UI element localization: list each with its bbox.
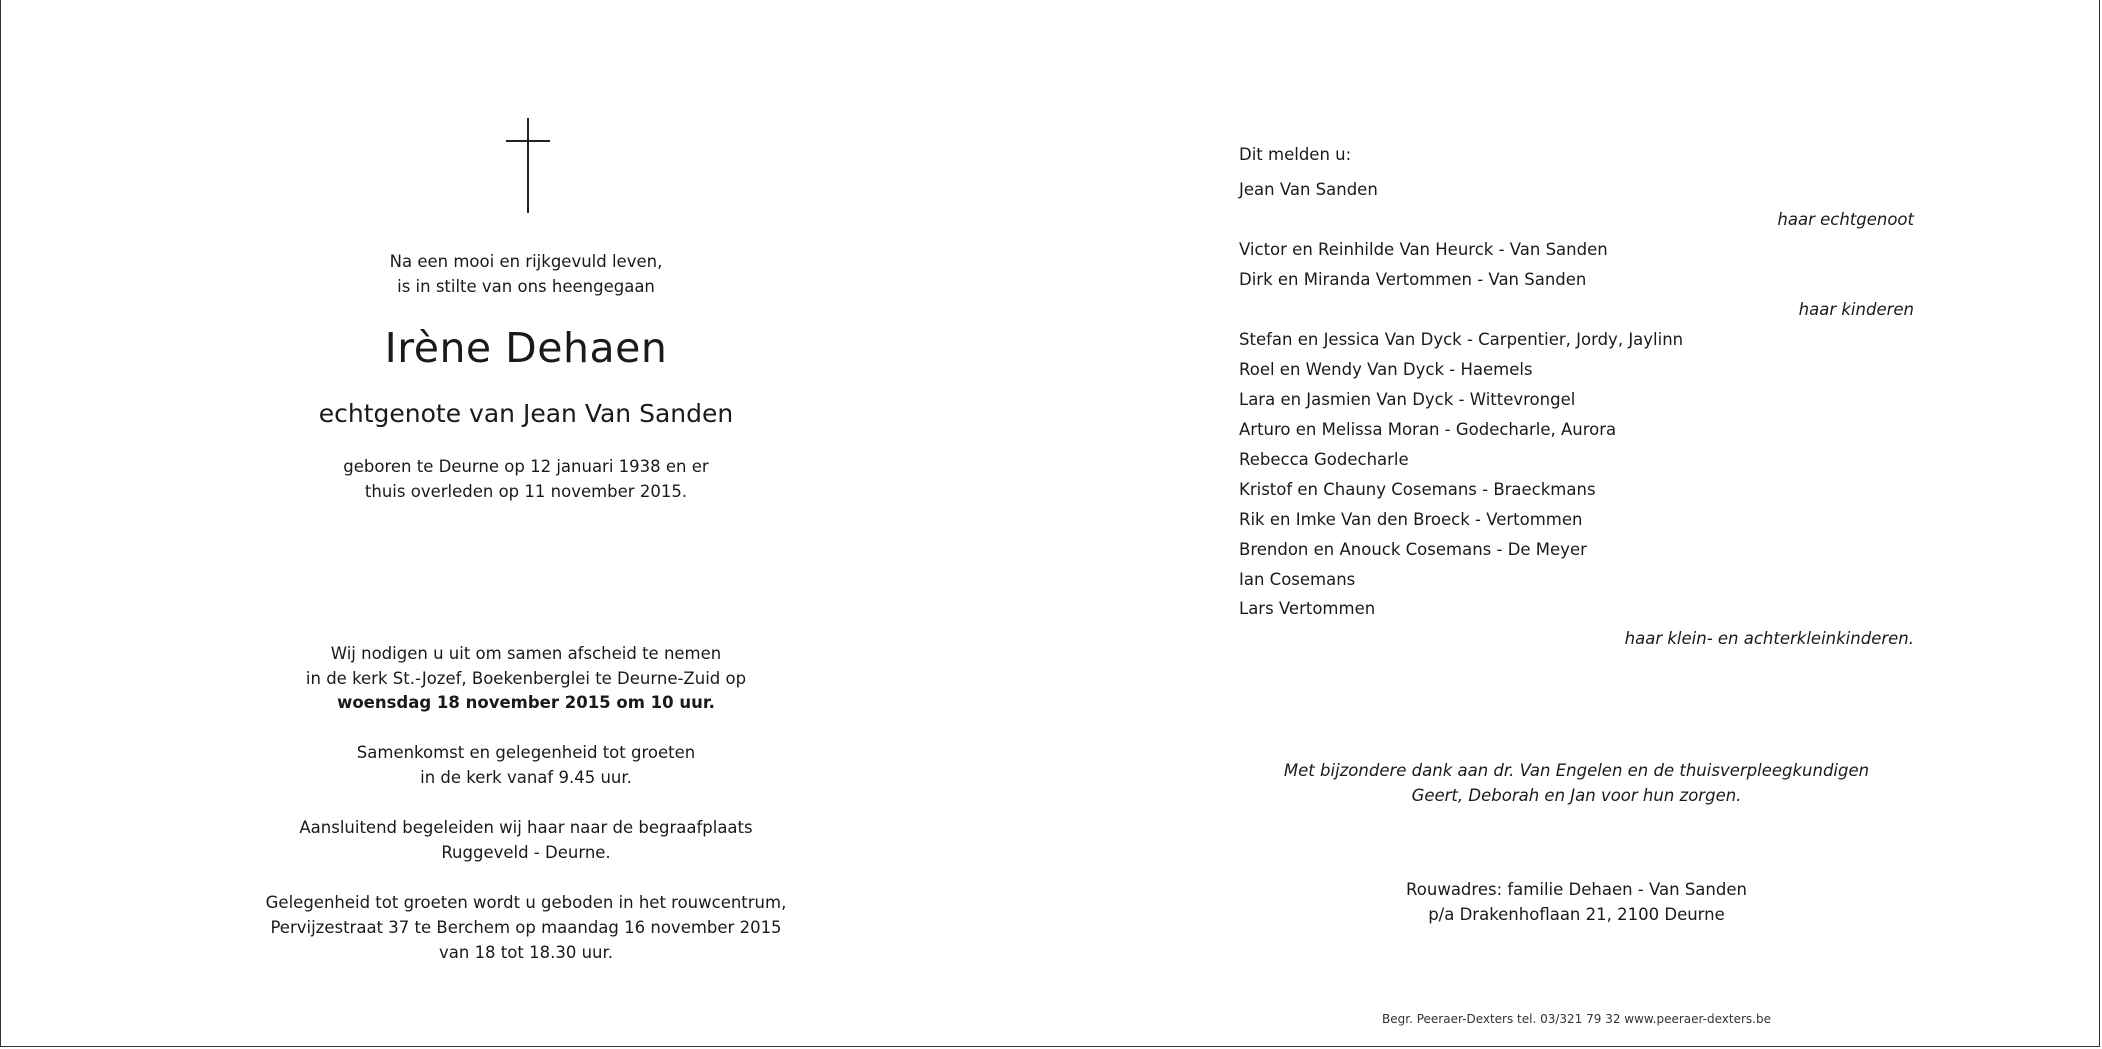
announcement-heading: Dit melden u: [1239,145,1352,164]
spouse-role: haar echtgenoot [1777,210,1914,229]
child-entry: Victor en Reinhilde Van Heurck - Van Sanden [1239,240,1608,259]
gathering-line: Samenkomst en gelegenheid tot groeten [356,743,696,762]
grandchild-entry: Arturo en Melissa Moran - Godecharle, Aurora [1239,420,1617,439]
grandchild-entry: Ian Cosemans [1239,570,1356,589]
invite-line: in de kerk St.-Jozef, Boekenberglei te Deurne-Zuid op [305,669,747,688]
spouse-subtitle: echtgenote van Jean Van Sanden [318,399,734,428]
intro-line: is in stilte van ons heengegaan [397,277,655,296]
grandchild-entry: Stefan en Jessica Van Dyck - Carpentier, Jordy, Jaylinn [1239,330,1684,349]
children-role: haar kinderen [1798,300,1914,319]
grandchild-entry: Rebecca Godecharle [1239,450,1409,469]
grandchildren-role: haar klein- en achterkleinkinderen. [1624,629,1914,648]
child-entry: Dirk en Miranda Vertommen - Van Sanden [1239,270,1587,289]
gathering-line: in de kerk vanaf 9.45 uur. [420,768,632,787]
greeting-line: van 18 tot 18.30 uur. [438,943,613,962]
grandchild-entry: Roel en Wendy Van Dyck - Haemels [1239,360,1533,379]
funeral-datetime: woensdag 18 november 2015 om 10 uur. [337,693,715,712]
intro-line: Na een mooi en rijkgevuld leven, [389,252,663,271]
grandchild-entry: Lara en Jasmien Van Dyck - Wittevrongel [1239,390,1576,409]
grandchild-entry: Brendon en Anouck Cosemans - De Meyer [1239,540,1587,559]
invite-line: Wij nodigen u uit om samen afscheid te nemen [330,644,722,663]
grandchild-entry: Kristof en Chauny Cosemans - Braeckmans [1239,480,1596,499]
thanks-line: Geert, Deborah en Jan voor hun zorgen. [1411,786,1742,805]
cemetery-line: Ruggeveld - Deurne. [441,843,611,862]
greeting-line: Pervijzestraat 37 te Berchem op maandag 16 november 2015 [270,918,782,937]
greeting-line: Gelegenheid tot groeten wordt u geboden in het rouwcentrum, [265,893,787,912]
address-line: Rouwadres: familie Dehaen - Van Sanden [1406,880,1747,899]
deceased-name: Irène Dehaen [384,324,668,372]
cemetery-line: Aansluitend begeleiden wij haar naar de begraafplaats [299,818,753,837]
spouse-name: Jean Van Sanden [1239,180,1378,199]
grandchild-entry: Lars Vertommen [1239,599,1376,618]
address-line: p/a Drakenhoflaan 21, 2100 Deurne [1428,905,1725,924]
undertaker-footer: Begr. Peeraer-Dexters tel. 03/321 79 32 www.peeraer-dexters.be [1382,1012,1771,1026]
thanks-line: Met bijzondere dank aan dr. Van Engelen en de thuisverpleegkundigen [1283,761,1870,780]
born-line: thuis overleden op 11 november 2015. [364,482,688,501]
cross-icon [506,118,550,213]
grandchild-entry: Rik en Imke Van den Broeck - Vertommen [1239,510,1583,529]
born-line: geboren te Deurne op 12 januari 1938 en er [343,457,709,476]
